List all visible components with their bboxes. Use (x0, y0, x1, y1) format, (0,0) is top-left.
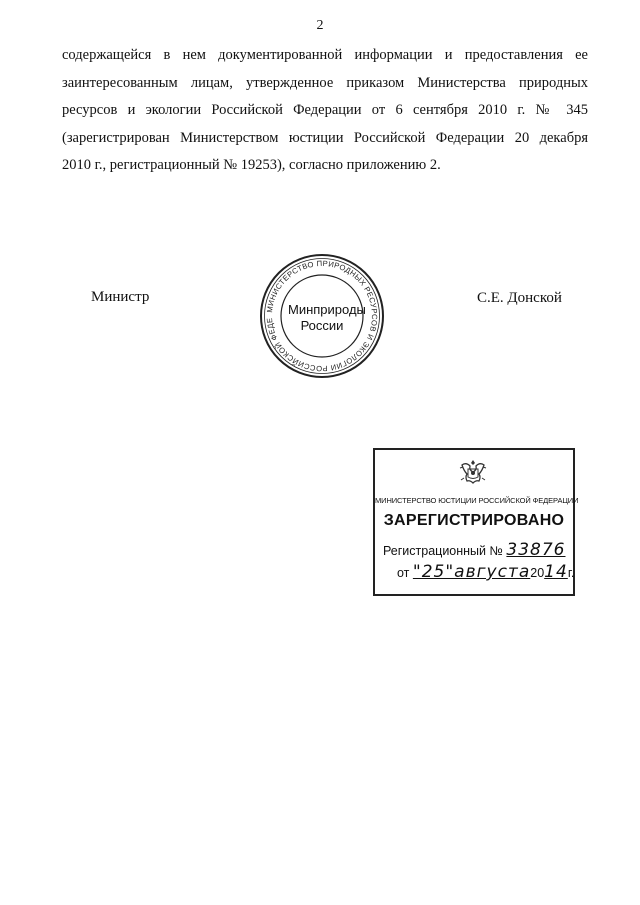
registration-stamp (373, 448, 579, 596)
registration-label: Регистрационный № (383, 544, 503, 558)
stamp-registration-row (383, 540, 566, 560)
body-paragraph (62, 42, 588, 180)
signer-name: С.Е. Донской (477, 290, 562, 306)
seal-center-text (288, 302, 366, 334)
page-number: 2 (316, 18, 324, 33)
registration-number: 33876 (506, 540, 566, 560)
body-line: 2010 г., регистрационный № 19253), согласно приложению 2. (62, 157, 441, 173)
body-line: (зарегистрирован Министерством юстиции Российской Федерации 20 декабря (62, 129, 588, 146)
minister-title: Министр (91, 289, 150, 305)
stamp-title: ЗАРЕГИСТРИРОВАНО (383, 512, 565, 529)
year-end: г. (567, 566, 575, 580)
registration-date: "25"августа (412, 562, 531, 582)
stamp-ministry-name: МИНИСТЕРСТВО ЮСТИЦИИ РОССИЙСКОЙ ФЕДЕРАЦИИ (375, 496, 579, 505)
year-suffix: 14 (544, 562, 568, 582)
body-line: заинтересованным лицам, утвержденное приказом Министерства природных (62, 74, 588, 91)
seal-center-line: России (300, 318, 344, 333)
year-prefix: 20 (530, 566, 545, 580)
ministry-seal (258, 252, 386, 380)
stamp-date-row (397, 562, 574, 582)
date-prefix: от (397, 566, 410, 580)
body-line: ресурсов и экологии Российской Федерации от 6 сентября 2010 г. № 345 (62, 102, 588, 118)
seal-center-line: Минприроды (288, 302, 366, 317)
body-line: содержащейся в нем документированной информации и предоставления ее (62, 47, 588, 63)
seal-ring-text: МИНИСТЕРСТВО ПРИРОДНЫХ РЕСУРСОВ И ЭКОЛОГИИ РОССИЙСКОЙ ФЕДЕ (264, 258, 380, 374)
double-headed-eagle-icon (456, 456, 490, 490)
